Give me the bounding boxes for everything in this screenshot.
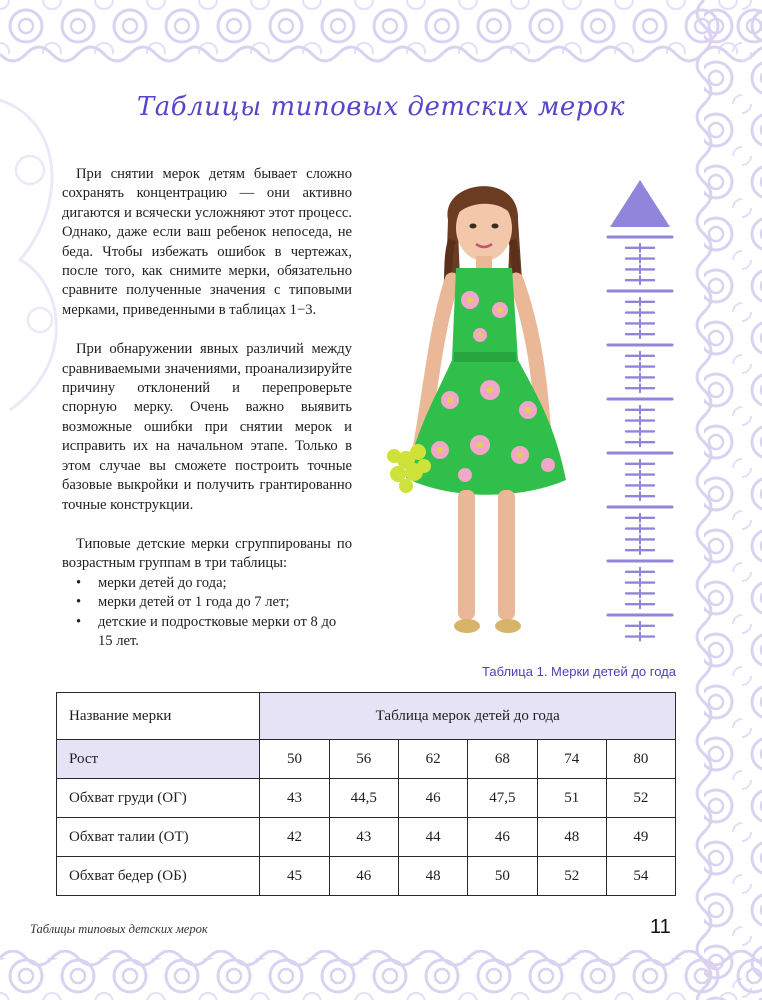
table-cell: 52 [606,779,675,818]
table-cell: 48 [537,818,606,857]
table-row [57,779,676,818]
table-cell: 46 [399,779,468,818]
height-ruler-illustration [600,175,680,645]
row-label: Обхват бедер (ОБ) [57,857,260,896]
footer-section-title: Таблицы типовых детских мерок [30,922,208,936]
lace-border-bottom [0,950,762,1000]
table-cell: 52 [537,857,606,896]
list-item-text: детские и подростковые мерки от 8 до 15 лет. [98,613,337,649]
body-text [62,165,352,651]
list-item-text: мерки детей до года; [98,574,227,591]
table-header-values: Таблица мерок детей до года [260,693,676,740]
table-cell: 46 [468,818,538,857]
table-cell: 56 [329,740,399,779]
table-header-name: Название мерки [57,693,260,740]
lace-border-right [690,0,762,1000]
row-label: Обхват талии (ОТ) [57,818,260,857]
page-number: 11 [650,916,671,938]
table-cell: 62 [399,740,468,779]
list-item [62,574,352,593]
bullet-icon: • [76,594,82,611]
paragraph-2: При обнаружении явных различий между сравниваемыми значениями, проанализируйте причину отклонений и перепроверьте спорную мерку. Очень важно выявить возможные ошибки при снятии мерок и исправить их на начальном этапе. Только в этом случае вы сможете построить точные базовые выкройки и получить грантированно точные конструкции. [62,341,352,513]
list-item [62,593,352,612]
table-cell: 48 [399,857,468,896]
table-cell: 44 [399,818,468,857]
paragraph-1: При снятии мерок детям бывает сложно сохранять концентрацию — они активно дигаются и всячески усложняют этот процесс. Однако, даже если ваш ребенок непоседа, не беда. Чтобы избежать ошибок в чертежах, после того, как снимите мерки, обязательно сравните полученные значения с типовыми мерками, приведенными в таблицах 1−3. [62,166,352,318]
table-cell: 50 [260,740,329,779]
table-cell: 50 [468,857,538,896]
table-cell: 80 [606,740,675,779]
paragraph-3: Типовые детские мерки сгруппированы по возрастным группам в три таблицы: [62,535,352,572]
list-item-text: мерки детей от 1 года до 7 лет; [98,594,290,611]
list-item [62,613,352,652]
table-cell: 45 [260,857,329,896]
table-cell: 49 [606,818,675,857]
table-row [57,818,676,857]
table-row [57,857,676,896]
table-row [57,740,676,779]
girl-in-green-dress-illustration [380,160,580,650]
table-cell: 51 [537,779,606,818]
table-cell: 42 [260,818,329,857]
row-label: Рост [57,740,260,779]
bullet-icon: • [76,574,82,591]
table-cell: 74 [537,740,606,779]
table-cell: 46 [329,857,399,896]
table-cell: 54 [606,857,675,896]
row-label: Обхват груди (ОГ) [57,779,260,818]
table-header-row [57,693,676,740]
table-cell: 68 [468,740,538,779]
table-cell: 44,5 [329,779,399,818]
table-cell: 43 [329,818,399,857]
table-cell: 43 [260,779,329,818]
page-title: Таблицы типовых детских мерок [136,92,626,122]
measurements-table [56,692,676,896]
bullet-icon: • [76,613,82,630]
table-caption: Таблица 1. Мерки детей до года [482,664,676,679]
age-groups-list [62,574,352,652]
table-cell: 47,5 [468,779,538,818]
